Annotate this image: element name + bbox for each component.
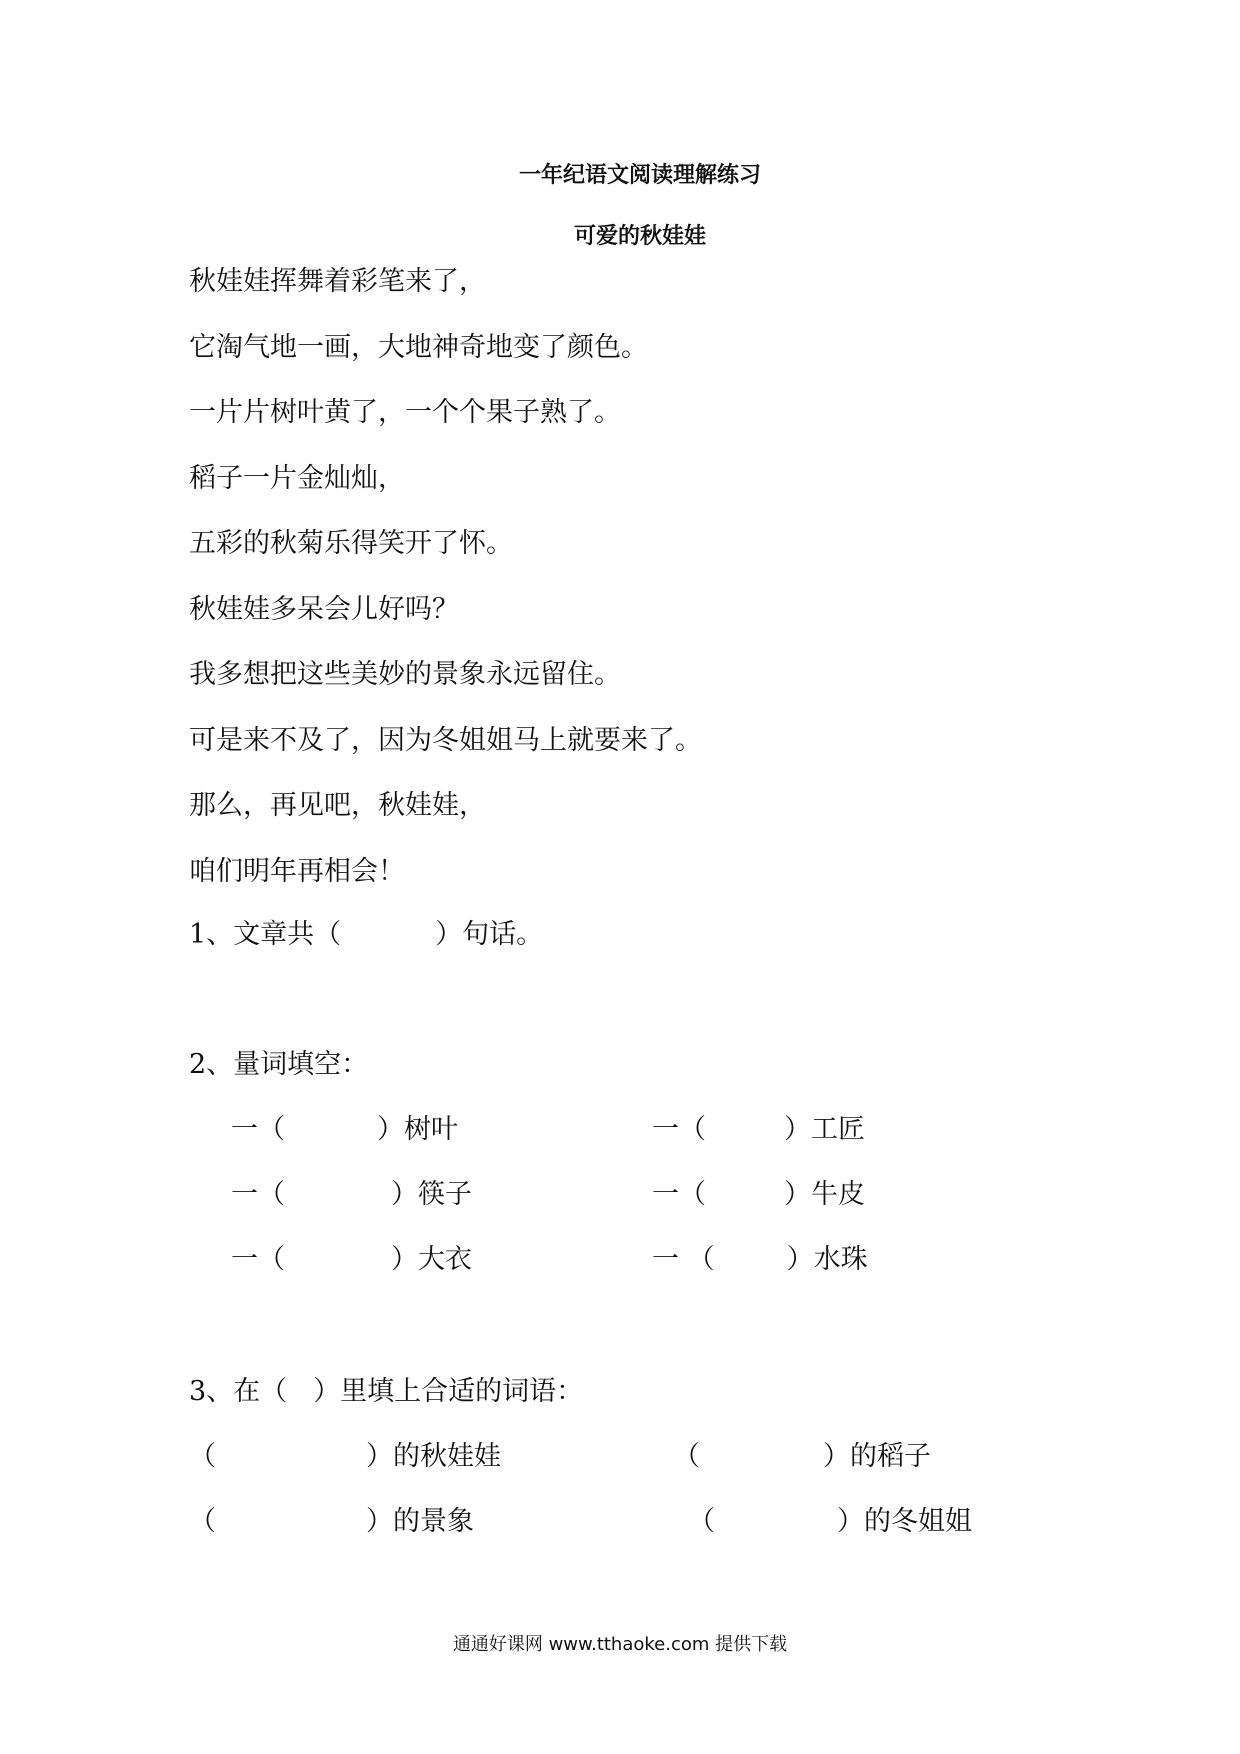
fill-word-item (688, 1502, 972, 1542)
poem-title: 可爱的秋娃娃 (573, 224, 706, 249)
measure-word-open: 一（ (231, 1114, 285, 1145)
measure-word-item (231, 1110, 458, 1150)
fill-word-noun: ）的秋娃娃 (366, 1441, 501, 1472)
measure-word-item (652, 1240, 868, 1280)
fill-word-item (189, 1502, 474, 1542)
poem-line: 咱们明年再相会！ (189, 855, 405, 887)
page-footer: 通通好课网 www.tthaoke.com 提供下载 (452, 1634, 788, 1655)
question-1-prefix: 1、文章共（ (189, 919, 342, 950)
poem-line: 它淘气地一画，大地神奇地变了颜色。 (189, 331, 648, 363)
poem-line: 稻子一片金灿灿， (189, 462, 405, 494)
measure-word-noun: ）工匠 (784, 1114, 865, 1145)
fill-word-noun: ）的景象 (366, 1506, 474, 1537)
poem-line: 那么，再见吧，秋娃娃， (189, 790, 486, 821)
poem-line: 秋娃娃挥舞着彩笔来了， (189, 266, 486, 297)
question-3-prompt (189, 1372, 583, 1412)
poem-line: 秋娃娃多呆会儿好吗？ (189, 593, 459, 625)
poem-line: 我多想把这些美妙的景象永远留住。 (189, 659, 621, 690)
worksheet-title: 一年纪语文阅读理解练习 (518, 163, 761, 188)
question-1 (189, 915, 543, 955)
question-3-prompt-start: 3、在（ (189, 1376, 288, 1407)
fill-word-noun: ）的稻子 (823, 1441, 931, 1472)
fill-word-open: （ (688, 1506, 715, 1537)
measure-word-noun: ）水珠 (786, 1244, 868, 1275)
poem-body (189, 262, 702, 917)
poem-line: 一片片树叶黄了，一个个果子熟了。 (189, 397, 621, 428)
question-2-prompt: 2、量词填空： (189, 1049, 369, 1080)
fill-word-noun: ）的冬姐姐 (837, 1506, 972, 1537)
question-3-prompt-end: ）里填上合适的词语： (313, 1376, 584, 1407)
measure-word-item (231, 1175, 472, 1215)
measure-word-noun: ）牛皮 (784, 1179, 865, 1210)
fill-word-open: （ (673, 1441, 700, 1472)
measure-word-noun: ）树叶 (377, 1114, 458, 1145)
fill-word-item (189, 1437, 501, 1477)
measure-word-open: 一 （ (652, 1244, 715, 1275)
fill-word-open: （ (189, 1441, 216, 1472)
question-1-suffix: ）句话。 (435, 919, 544, 950)
measure-word-noun: ）大衣 (391, 1244, 472, 1275)
measure-word-item (231, 1240, 472, 1280)
measure-word-open: 一（ (231, 1244, 285, 1275)
poem-line: 五彩的秋菊乐得笑开了怀。 (189, 528, 513, 559)
measure-word-item (652, 1110, 865, 1150)
measure-word-item (652, 1175, 865, 1215)
fill-word-item (673, 1437, 931, 1477)
measure-word-noun: ）筷子 (391, 1179, 472, 1210)
measure-word-open: 一（ (652, 1114, 706, 1145)
measure-word-open: 一（ (652, 1179, 706, 1210)
poem-line: 可是来不及了，因为冬姐姐马上就要来了。 (189, 724, 702, 756)
measure-word-open: 一（ (231, 1179, 285, 1210)
fill-word-open: （ (189, 1506, 216, 1537)
